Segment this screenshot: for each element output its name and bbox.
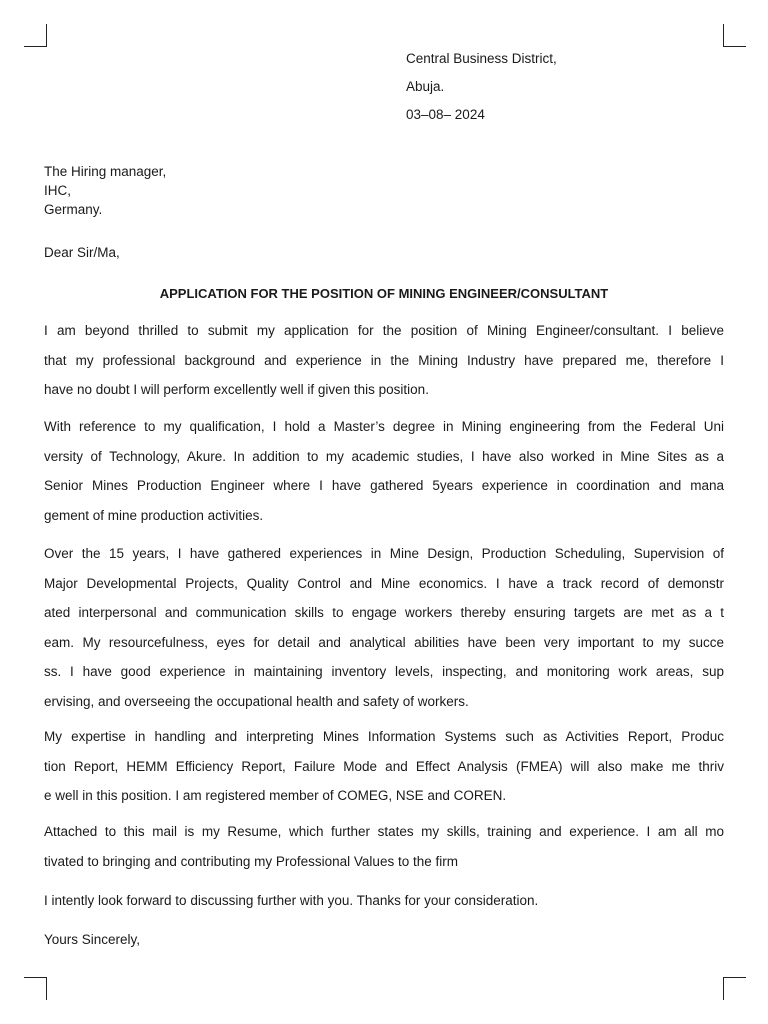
crop-mark-top-left [24, 24, 47, 47]
paragraph-line: I intently look forward to discussing further with you. Thanks for your consideration. [44, 893, 539, 908]
recipient-line: IHC, [44, 183, 71, 198]
paragraph-experience [44, 539, 724, 716]
sender-address-line: Abuja. [406, 79, 445, 94]
crop-mark-bottom-left [24, 977, 47, 1000]
paragraph-attachment [44, 817, 724, 876]
paragraph-line: that my professional background and experience in the Mining Industry have prepared me, therefore I [44, 352, 724, 368]
paragraph-intro [44, 316, 724, 405]
paragraph-qualification [44, 412, 724, 530]
paragraph-line: Senior Mines Production Engineer where I have gathered 5years experience in coordination and mana [44, 478, 724, 493]
paragraph-line: ss. I have good experience in maintaining inventory levels, inspecting, and monitoring work areas, sup [44, 664, 724, 679]
recipient-address [44, 162, 166, 219]
recipient-line: Germany. [44, 202, 103, 217]
paragraph-line: Attached to this mail is my Resume, which further states my skills, training and experience. I am all mo [44, 824, 724, 839]
recipient-line: The Hiring manager, [44, 164, 167, 179]
crop-mark-bottom-right [723, 977, 746, 1000]
paragraph-closing-remark [44, 886, 724, 916]
crop-mark-top-right [723, 24, 746, 47]
paragraph-line: have no doubt I will perform excellently well if given this position. [44, 382, 429, 397]
salutation: Dear Sir/Ma, [44, 245, 120, 260]
paragraph-line: Over the 15 years, I have gathered experiences in Mine Design, Production Scheduling, Supervision of [44, 546, 724, 561]
paragraph-line: e well in this position. I am registered member of COMEG, NSE and COREN. [44, 788, 507, 803]
paragraph-line: versity of Technology, Akure. In addition to my academic studies, I have also worked in Mine Sites as a [44, 448, 724, 464]
closing-signoff: Yours Sincerely, [44, 932, 141, 947]
paragraph-line: tion Report, HEMM Efficiency Report, Failure Mode and Effect Analysis (FMEA) will also make me thriv [44, 758, 724, 774]
paragraph-line: ervising, and overseeing the occupational health and safety of workers. [44, 693, 469, 709]
paragraph-line: gement of mine production activities. [44, 507, 264, 523]
paragraph-line: ated interpersonal and communication skills to engage workers thereby ensuring targets are met as a t [44, 605, 724, 620]
letter-date: 03–08– 2024 [406, 107, 485, 122]
paragraph-line: eam. My resourcefulness, eyes for detail and analytical abilities have been very important to my succe [44, 634, 724, 650]
sender-address [406, 45, 557, 129]
subject-heading: APPLICATION FOR THE POSITION OF MINING ENGINEER/CONSULTANT [159, 286, 609, 301]
paragraph-line: I am beyond thrilled to submit my application for the position of Mining Engineer/consultant. I believe [44, 323, 724, 338]
paragraph-expertise [44, 722, 724, 811]
paragraph-line: tivated to bringing and contributing my Professional Values to the firm [44, 853, 458, 869]
sender-address-line: Central Business District, [406, 51, 557, 66]
paragraph-line: My expertise in handling and interpreting Mines Information Systems such as Activities Report, Produc [44, 729, 724, 744]
paragraph-line: Major Developmental Projects, Quality Control and Mine economics. I have a track record of demonstr [44, 575, 724, 591]
paragraph-line: With reference to my qualification, I hold a Master’s degree in Mining engineering from the Federal Uni [44, 419, 724, 434]
